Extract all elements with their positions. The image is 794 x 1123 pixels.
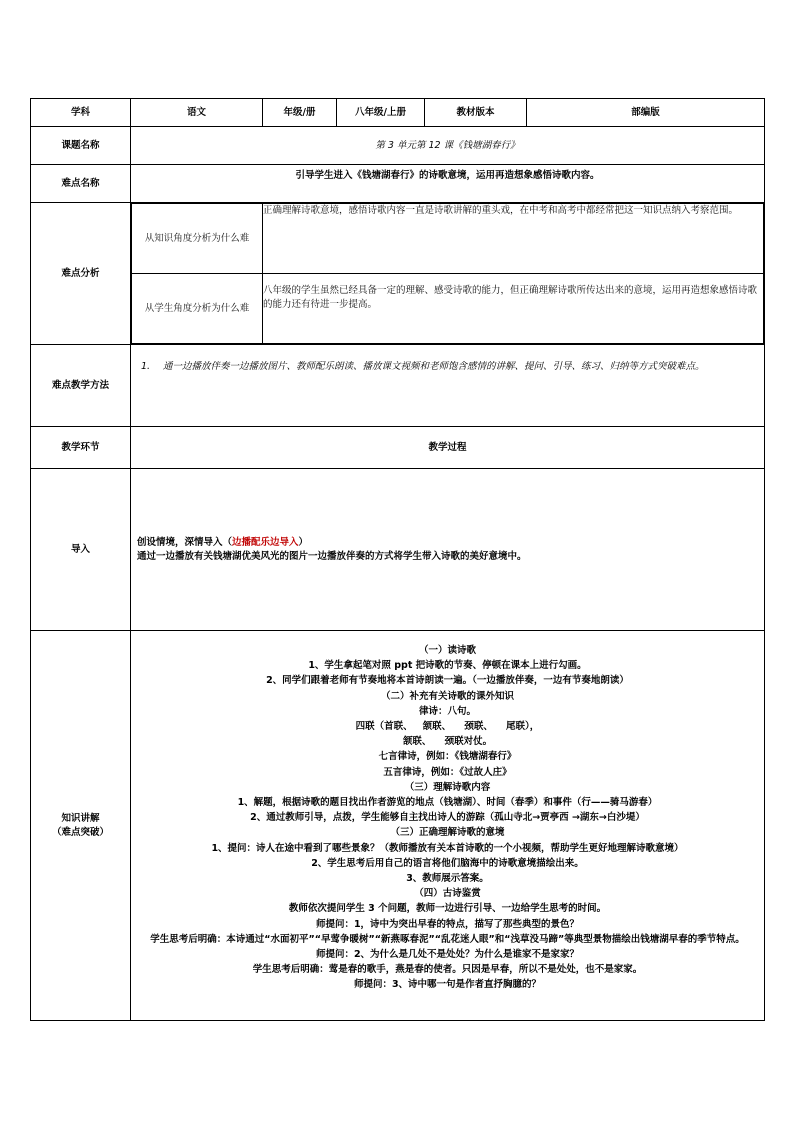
- difficulty-row: [31, 165, 765, 203]
- knowledge-line: 五言律诗，例如：《过故人庄》: [383, 766, 512, 778]
- intro-highlight: 边播配乐边导入: [232, 536, 299, 548]
- analysis-row: [31, 203, 765, 345]
- knowledge-line: 师提问：3、诗中哪一句是作者直抒胸臆的？: [353, 979, 542, 991]
- knowledge-line: 律诗：八句。: [418, 705, 476, 717]
- intro-row: [31, 469, 765, 631]
- intro-line-2: 通过一边播放有关钱塘湖优美风光的图片一边播放伴奏的方式将学生带入诗歌的美好意境中。: [137, 550, 527, 562]
- edition-label: 教材版本: [425, 99, 527, 127]
- lesson-design-table: [30, 98, 765, 1021]
- knowledge-line: 3、教师展示答案。: [406, 873, 489, 885]
- lesson-label: 课题名称: [31, 127, 131, 165]
- analysis-subtable: [131, 203, 764, 344]
- intro-content: [131, 536, 764, 564]
- knowledge-line: （一）读诗歌: [418, 645, 476, 656]
- knowledge-line: 四联（首联、 颔联、 颈联、 尾联），: [355, 721, 540, 733]
- knowledge-line: 1、学生拿起笔对照 ppt 把诗歌的节奏、停顿在课本上进行勾画。: [308, 660, 587, 672]
- knowledge-line: 2、学生思考后用自己的语言将他们脑海中的诗歌意境描绘出来。: [311, 857, 584, 869]
- subject-label: 学科: [31, 99, 131, 127]
- knowledge-line: 学生思考后明确：莺是春的歌手，燕是春的使者。只因是早春，所以不是处处，也不是家家。: [252, 964, 643, 976]
- knowledge-line: 师提问：2、为什么是几处不是处处？为什么是谁家不是家家？: [315, 949, 580, 961]
- student-angle-text: 八年级的学生虽然已经具备一定的理解、感受诗歌的能力，但正确理解诗歌所传达出来的意境，运用再造想象感悟诗歌的能力还有待进一步提高。: [263, 274, 764, 344]
- process-label: 教学环节: [31, 427, 131, 469]
- knowledge-line: （四）古诗鉴赏: [414, 888, 481, 900]
- grade-value: 八年级/上册: [337, 99, 425, 127]
- difficulty-text: 引导学生进入《钱塘湖春行》的诗歌意境，运用再造想象感悟诗歌内容。: [131, 165, 765, 203]
- knowledge-angle-text: 正确理解诗歌意境，感悟诗歌内容一直是诗歌讲解的重头戏，在中考和高考中都经常把这一知识点纳入考察范围。: [263, 204, 764, 274]
- knowledge-line: 1、提问：诗人在途中看到了哪些景象？（教师播放有关本首诗歌的一个小视频，帮助学生更好地理解诗歌意境）: [211, 842, 684, 854]
- knowledge-line: 2、同学们跟着老师有节奏地将本首诗朗读一遍。（一边播放伴奏，一边有节奏地朗读）: [266, 675, 629, 687]
- knowledge-angle-label: 从知识角度分析为什么难: [132, 204, 263, 274]
- student-angle-label: 从学生角度分析为什么难: [132, 274, 263, 344]
- method-label: 难点教学方法: [31, 345, 131, 427]
- grade-label: 年级/册: [263, 99, 337, 127]
- lesson-row: [31, 127, 765, 165]
- knowledge-line: 1、解题，根据诗歌的题目找出作者游览的地点（钱塘湖）、时间（春季）和事件（行——骑马游春）: [237, 797, 658, 809]
- method-item: [131, 345, 764, 377]
- knowledge-content: [131, 631, 764, 993]
- knowledge-line: （三）正确理解诗歌的意境: [390, 827, 505, 839]
- knowledge-line: （三）理解诗歌内容: [404, 781, 491, 793]
- knowledge-line: （二）补充有关诗歌的课外知识: [380, 690, 514, 702]
- knowledge-line: 师提问：1，诗中为突出早春的特点，描写了那些典型的景色？: [315, 918, 580, 930]
- knowledge-line: 教师依次提问学生 3 个问题，教师一边进行引导、一边给学生思考的时间。: [288, 903, 607, 915]
- knowledge-line: 七言律诗，例如：《钱塘湖春行》: [378, 751, 517, 763]
- intro-line-1: 创设情境，深情导入（边播配乐边导入）: [137, 536, 309, 548]
- method-text: 通一边播放伴奏一边播放图片、教师配乐朗读、播放课文视频和老师饱含感情的讲解、提问、引导、练习、归纳等方式突破难点。: [163, 361, 705, 372]
- knowledge-line: 2、通过教师引导，点拨，学生能够自主找出诗人的游踪（孤山寺北→贾亭西 →湖东→白沙堤）: [250, 812, 645, 824]
- process-title: 教学过程: [131, 427, 765, 469]
- process-row: [31, 427, 765, 469]
- header-row: [31, 99, 765, 127]
- analysis-label: 难点分析: [31, 203, 131, 345]
- knowledge-label: 知识讲解 （难点突破）: [31, 631, 131, 1021]
- difficulty-label: 难点名称: [31, 165, 131, 203]
- knowledge-line: 学生思考后明确：本诗通过“水面初平”“早莺争暖树”“新燕啄春泥”“乱花迷人眼”和“浅草没马蹄”等典型景物描绘出钱塘湖早春的季节特点。: [150, 933, 745, 945]
- lesson-title: 第 3 单元第 12 课《钱塘湖春行》: [131, 127, 765, 165]
- method-row: [31, 345, 765, 427]
- subject-value: 语文: [131, 99, 263, 127]
- knowledge-line: 颔联、 颈联对仗。: [402, 736, 493, 748]
- intro-label: 导入: [31, 469, 131, 631]
- method-number: 1.: [141, 361, 151, 372]
- knowledge-row: [31, 631, 765, 1021]
- edition-value: 部编版: [527, 99, 765, 127]
